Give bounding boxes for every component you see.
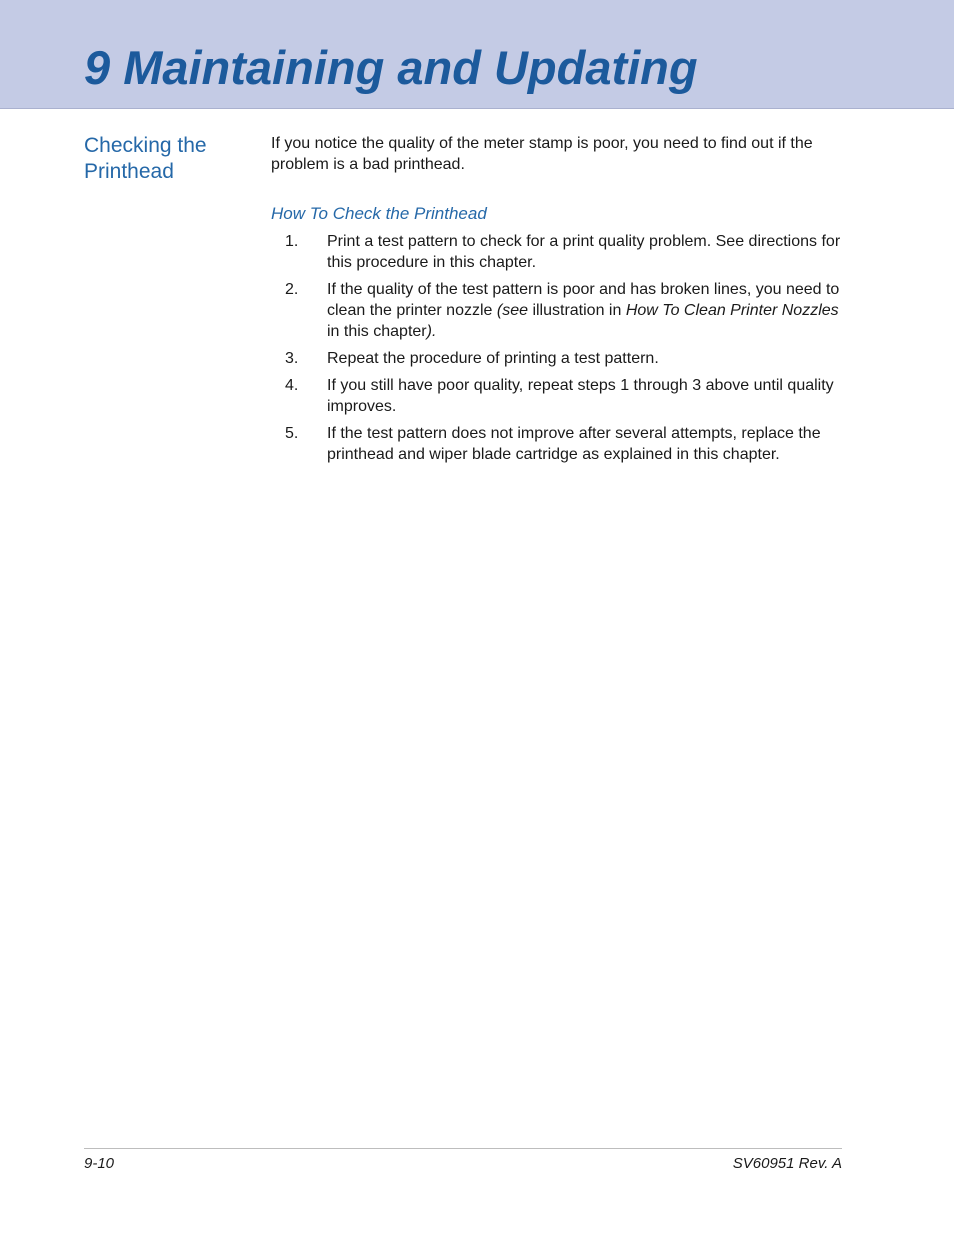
section-title: Checking the Printhead bbox=[84, 134, 207, 183]
step-1 bbox=[271, 231, 843, 273]
step-number: 5. bbox=[285, 425, 299, 442]
step-text: If you still have poor quality, repeat steps 1 through 3 above until quality improves. bbox=[327, 377, 834, 415]
procedure-heading: How To Check the Printhead bbox=[271, 204, 487, 223]
step-text: in this chapter bbox=[327, 323, 427, 340]
step-text-italic: (see bbox=[496, 302, 528, 319]
step-text-italic: ). bbox=[426, 323, 437, 340]
step-text: Print a test pattern to check for a print quality problem. See directions for this procedure in this chapter. bbox=[327, 233, 841, 271]
step-text: illustration in bbox=[528, 302, 626, 319]
footer-divider bbox=[84, 1148, 842, 1149]
step-text: Repeat the procedure of printing a test pattern. bbox=[327, 350, 659, 367]
step-text: If the quality of the test pattern is poor and has broken lines, you need to clean the printer nozzle bbox=[327, 281, 840, 319]
step-text: If the test pattern does not improve after several attempts, replace the printhead and wiper blade cartridge as explained in this chapter. bbox=[327, 425, 821, 463]
step-5 bbox=[271, 423, 843, 465]
step-4 bbox=[271, 375, 843, 417]
chapter-title: 9 Maintaining and Updating bbox=[84, 41, 698, 94]
step-number: 2. bbox=[285, 281, 299, 298]
section-intro: If you notice the quality of the meter stamp is poor, you need to find out if the problem is a bad printhead. bbox=[271, 135, 813, 173]
step-number: 3. bbox=[285, 350, 299, 367]
document-id: SV60951 Rev. A bbox=[732, 1155, 842, 1172]
step-3 bbox=[271, 348, 843, 369]
chapter-header-band bbox=[0, 0, 954, 109]
page-number: 9-10 bbox=[84, 1155, 115, 1172]
procedure-steps bbox=[271, 231, 843, 471]
step-number: 1. bbox=[285, 233, 299, 250]
cross-reference: How To Clean Printer Nozzles bbox=[625, 302, 839, 319]
step-2 bbox=[271, 279, 843, 342]
step-number: 4. bbox=[285, 377, 299, 394]
